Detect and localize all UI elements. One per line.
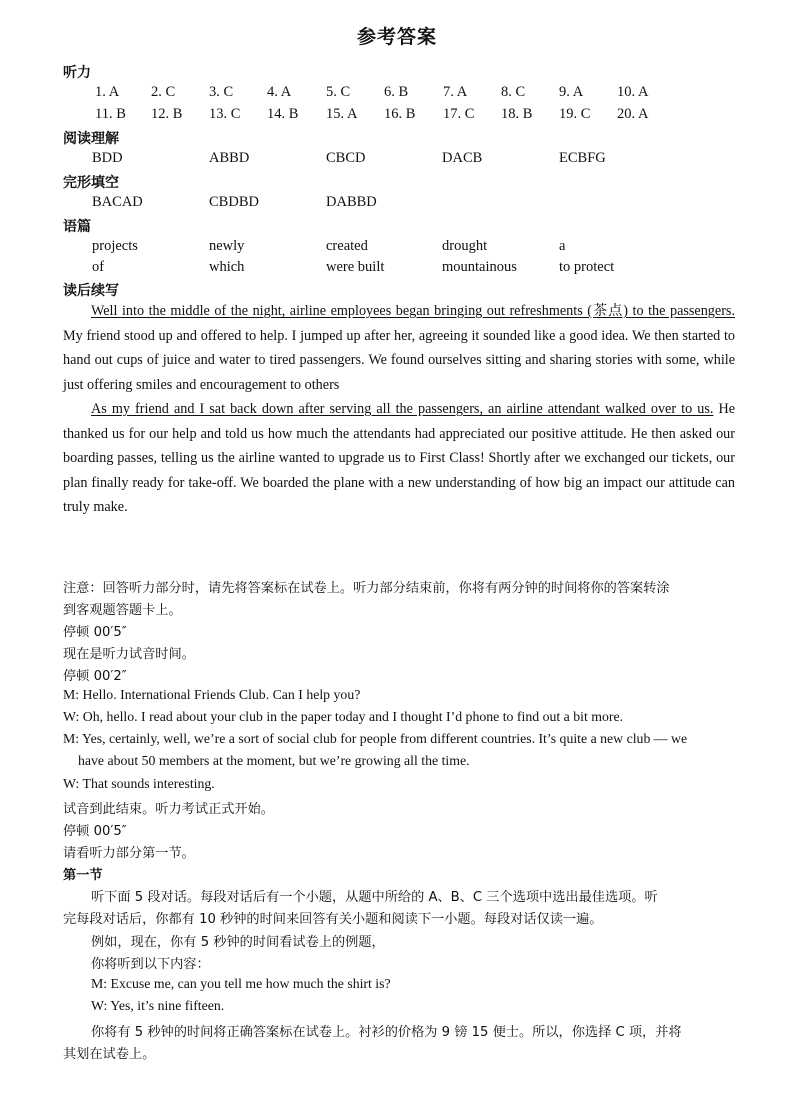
answer-cell: of <box>92 259 105 275</box>
continuation-paragraph-1 <box>63 299 735 397</box>
section-label-reading: 阅读理解 <box>63 131 119 147</box>
answer-cell: 2. C <box>151 84 176 100</box>
answer-cell: DACB <box>442 150 483 166</box>
answer-cell: mountainous <box>442 259 517 275</box>
script-instruction-line-2: 完每段对话后，你都有 10 秒钟的时间来回答有关小题和阅读下一小题。每段对话仅读一遍。 <box>63 912 603 927</box>
answer-cell: 17. C <box>443 106 475 122</box>
answer-cell: 6. B <box>384 84 409 100</box>
script-dialogue-line: M: Hello. International Friends Club. Can I help you? <box>63 687 361 702</box>
paragraph-text: He thanked us for our help and told us how much the attendants had appreciated our positive attitude. He then asked our boarding passes, telling us the airline wanted to upgrade us to First Class! Shortly after we exchanged our tickets, our plan finally ready for take-off. We boarded the plane with a new understanding of how big an impact our attitude can truly make. <box>63 401 736 515</box>
answer-cell: DABBD <box>326 194 377 210</box>
section-label-passage: 语篇 <box>63 219 91 235</box>
section-label-listening: 听力 <box>63 65 91 81</box>
answer-cell: BDD <box>92 150 123 166</box>
answer-cell: to protect <box>559 259 615 275</box>
script-dialogue-line: W: That sounds interesting. <box>63 776 215 791</box>
answer-cell: 19. C <box>559 106 591 122</box>
answer-cell: 12. B <box>151 106 183 122</box>
answer-cell: 7. A <box>443 84 468 100</box>
script-answer-line-2: 其划在试卷上。 <box>63 1047 156 1062</box>
answer-cell: a <box>559 238 566 254</box>
answer-cell: 1. A <box>95 84 120 100</box>
continuation-paragraph-2 <box>63 397 735 520</box>
answer-cell: 4. A <box>267 84 292 100</box>
answer-cell: CBCD <box>326 150 366 166</box>
script-notice-line-2: 到客观题答题卡上。 <box>63 603 182 618</box>
answer-cell: which <box>209 259 245 275</box>
answer-cell: ABBD <box>209 150 250 166</box>
answer-cell: ECBFG <box>559 150 606 166</box>
underlined-opening-sentence: Well into the middle of the night, airline employees began bringing out refreshments (茶点) to the passengers. <box>91 303 735 319</box>
section-label-continuation: 读后续写 <box>63 283 119 299</box>
script-part-one: 请看听力部分第一节。 <box>63 846 195 861</box>
answer-cell: created <box>326 238 368 254</box>
answer-cell: 5. C <box>326 84 351 100</box>
passage-row-2 <box>0 259 794 279</box>
answer-cell: CBDBD <box>209 194 259 210</box>
script-example-dialogue: M: Excuse me, can you tell me how much the shirt is? <box>91 976 391 991</box>
passage-row-1 <box>0 238 794 258</box>
script-section-heading: 第一节 <box>63 868 103 883</box>
answer-cell: drought <box>442 238 488 254</box>
reading-row <box>0 150 794 170</box>
answer-cell: 20. A <box>617 106 649 122</box>
answer-cell: projects <box>92 238 138 254</box>
answer-cell: newly <box>209 238 245 254</box>
script-instruction-line-1: 听下面 5 段对话。每段对话后有一个小题，从题中所给的 A、B、C 三个选项中选出最佳选项。听 <box>91 890 658 905</box>
script-will-hear: 你将听到以下内容： <box>91 957 210 972</box>
script-dialogue-line: M: Yes, certainly, well, we’re a sort of social club for people from different countries. It’s quite a new club — we <box>63 731 688 746</box>
script-notice-line-1: 注意：回答听力部分时，请先将答案标在试卷上。听力部分结束前，你将有两分钟的时间将你的答案转涂 <box>63 581 670 596</box>
script-pause: 停顿 00′5″ <box>63 824 127 839</box>
answer-cell: were built <box>326 259 385 275</box>
script-example-dialogue: W: Yes, it’s nine fifteen. <box>91 998 225 1013</box>
answer-cell: 9. A <box>559 84 584 100</box>
answer-cell: 10. A <box>617 84 649 100</box>
script-dialogue-continuation: have about 50 members at the moment, but we’re growing all the time. <box>78 753 470 768</box>
script-trial: 现在是听力试音时间。 <box>63 647 195 662</box>
answer-cell: 18. B <box>501 106 533 122</box>
answer-cell: 8. C <box>501 84 526 100</box>
answer-cell: 13. C <box>209 106 241 122</box>
listening-row-1 <box>0 84 794 104</box>
script-example: 例如，现在，你有 5 秒钟的时间看试卷上的例题， <box>91 935 385 950</box>
answer-cell: 14. B <box>267 106 299 122</box>
answer-cell: 15. A <box>326 106 358 122</box>
paragraph-text: My friend stood up and offered to help. I jumped up after her, agreeing it sounded like a good idea. We then started to hand out cups of juice and water to tired passengers. We found ourselves sitting and sharing stories with some, while just offering smiles and encouragement to others <box>63 327 735 393</box>
cloze-row <box>0 194 794 214</box>
listening-row-2 <box>0 106 794 126</box>
section-label-cloze: 完形填空 <box>63 175 119 191</box>
underlined-opening-sentence: As my friend and I sat back down after serving all the passengers, an airline attendant walked over to us. <box>91 401 714 417</box>
answer-cell: BACAD <box>92 194 143 210</box>
script-pause: 停顿 00′5″ <box>63 625 127 640</box>
script-trial-end: 试音到此结束。听力考试正式开始。 <box>63 802 274 817</box>
answer-cell: 16. B <box>384 106 416 122</box>
page-title: 参考答案 <box>356 26 437 48</box>
script-answer-line-1: 你将有 5 秒钟的时间将正确答案标在试卷上。衬衫的价格为 9 镑 15 便士。所以，你选择 C 项，并将 <box>91 1025 682 1040</box>
answer-cell: 11. B <box>95 106 126 122</box>
answer-cell: 3. C <box>209 84 234 100</box>
script-dialogue-line: W: Oh, hello. I read about your club in the paper today and I thought I’d phone to find out a bit more. <box>63 709 624 724</box>
script-pause: 停顿 00′2″ <box>63 669 127 684</box>
